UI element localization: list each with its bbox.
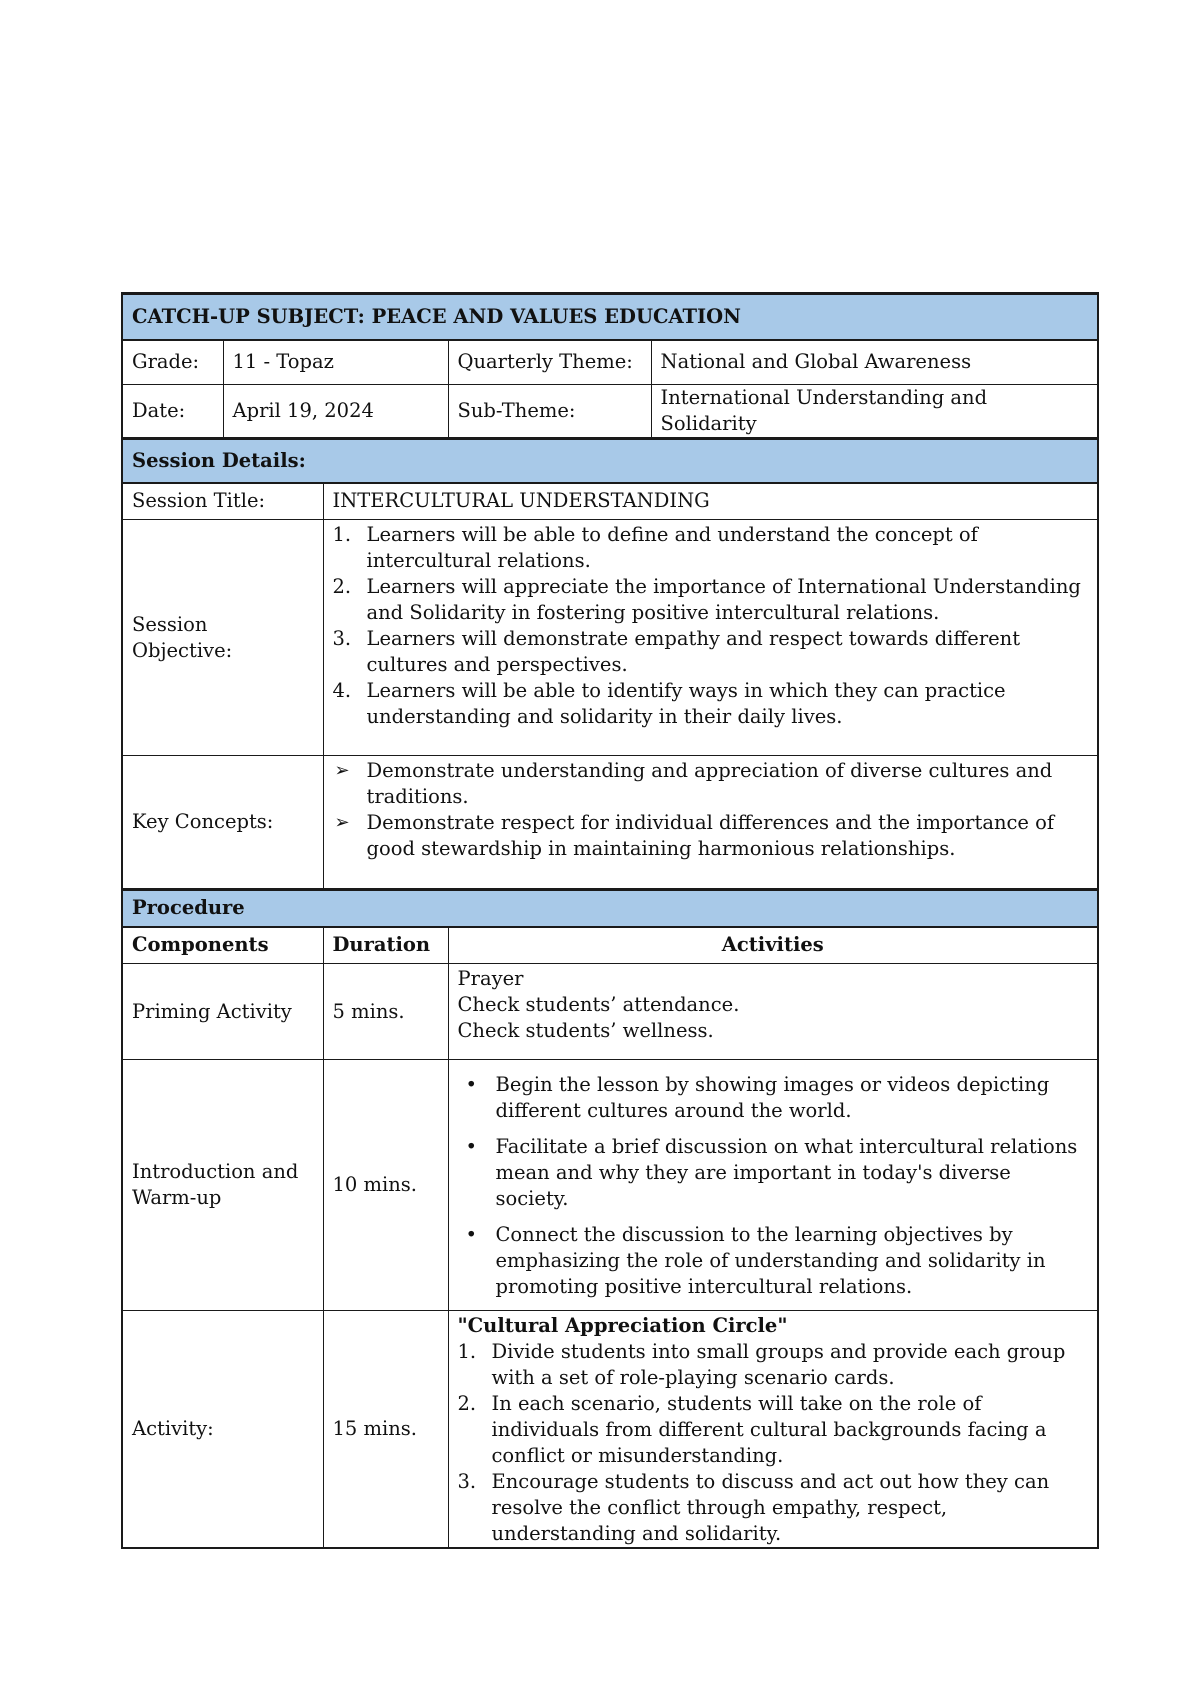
list-item xyxy=(333,574,1089,626)
activity-duration: 15 mins. xyxy=(323,1311,448,1549)
item-number: 2. xyxy=(332,575,352,598)
bullet-icon: • xyxy=(465,1073,478,1096)
procedure-header-row xyxy=(122,890,1098,927)
grade-label: Grade: xyxy=(122,340,223,385)
session-title-value: INTERCULTURAL UNDERSTANDING xyxy=(323,483,1098,520)
procedure-columns-row xyxy=(122,927,1098,964)
session-objective-label: Session Objective: xyxy=(122,520,323,756)
list-item xyxy=(333,522,1089,574)
col-activities: Activities xyxy=(448,927,1098,964)
list-item xyxy=(458,1391,1089,1469)
sub-theme-label: Sub-Theme: xyxy=(448,385,651,439)
date-label: Date: xyxy=(122,385,223,439)
priming-duration: 5 mins. xyxy=(323,964,448,1060)
grade-value: 11 - Topaz xyxy=(223,340,448,385)
item-text: Begin the lesson by showing images or videos depicting different cultures around the world. xyxy=(495,1073,1050,1122)
item-text: Learners will appreciate the importance of International Understanding and Solidarity in fostering positive intercultural relations. xyxy=(366,575,1081,624)
col-duration: Duration xyxy=(323,927,448,964)
activity-component: Activity: xyxy=(122,1311,323,1549)
list-item xyxy=(458,1339,1089,1391)
grade-row xyxy=(122,340,1098,385)
list-item xyxy=(333,810,1089,862)
item-text: Demonstrate respect for individual differences and the importance of good stewardship in maintaining harmonious relationships. xyxy=(366,811,1055,860)
item-number: 1. xyxy=(332,523,352,546)
arrow-bullet-icon: ➢ xyxy=(334,812,350,833)
session-details-header: Session Details: xyxy=(122,439,1098,483)
session-title-row xyxy=(122,483,1098,520)
session-header-row xyxy=(122,439,1098,483)
quarterly-theme-value: National and Global Awareness xyxy=(651,340,1098,385)
item-text: In each scenario, students will take on the role of individuals from different cultural backgrounds facing a conflict or misunderstanding. xyxy=(491,1392,1047,1467)
procedure-header: Procedure xyxy=(122,890,1098,927)
bullet-icon: • xyxy=(465,1135,478,1158)
priming-component: Priming Activity xyxy=(122,964,323,1060)
activity-line: Prayer xyxy=(457,967,524,990)
session-title-label: Session Title: xyxy=(122,483,323,520)
list-item xyxy=(333,626,1089,678)
item-text: Facilitate a brief discussion on what intercultural relations mean and why they are important in today's diverse society. xyxy=(495,1135,1078,1210)
item-text: Divide students into small groups and provide each group with a set of role-playing scenario cards. xyxy=(491,1340,1066,1389)
bullet-icon: • xyxy=(465,1223,478,1246)
activity-row xyxy=(122,1311,1098,1549)
activity-line: Check students’ wellness. xyxy=(457,1019,714,1042)
intro-activities xyxy=(448,1060,1098,1311)
session-objectives xyxy=(323,520,1098,756)
list-item xyxy=(458,1469,1089,1547)
priming-activities xyxy=(448,964,1098,1060)
subject-title: CATCH-UP SUBJECT: PEACE AND VALUES EDUCATION xyxy=(122,294,1098,340)
item-text: Demonstrate understanding and appreciation of diverse cultures and traditions. xyxy=(366,759,1053,808)
key-concepts xyxy=(323,756,1098,890)
activity-steps xyxy=(458,1339,1089,1547)
key-concepts-list xyxy=(333,758,1089,862)
sub-theme-value: International Understanding and Solidarity xyxy=(651,385,1098,439)
item-number: 2. xyxy=(457,1392,477,1415)
activity-line: Check students’ attendance. xyxy=(457,993,740,1016)
activity-details xyxy=(448,1311,1098,1549)
title-row xyxy=(122,294,1098,340)
key-concepts-label: Key Concepts: xyxy=(122,756,323,890)
intro-duration: 10 mins. xyxy=(323,1060,448,1311)
item-number: 3. xyxy=(457,1470,477,1493)
lesson-plan-table xyxy=(121,292,1099,1549)
list-item xyxy=(458,1222,1089,1300)
item-number: 3. xyxy=(332,627,352,650)
activity-title: "Cultural Appreciation Circle" xyxy=(457,1314,788,1337)
date-value: April 19, 2024 xyxy=(223,385,448,439)
item-text: Learners will be able to define and understand the concept of intercultural relations. xyxy=(366,523,978,572)
session-objective-row xyxy=(122,520,1098,756)
objectives-list xyxy=(333,522,1089,730)
item-text: Learners will demonstrate empathy and respect towards different cultures and perspectives. xyxy=(366,627,1021,676)
intro-row xyxy=(122,1060,1098,1311)
item-text: Learners will be able to identify ways in which they can practice understanding and solidarity in their daily lives. xyxy=(366,679,1006,728)
list-item xyxy=(333,758,1089,810)
date-row xyxy=(122,385,1098,439)
item-number: 1. xyxy=(457,1340,477,1363)
list-item xyxy=(333,678,1089,730)
item-text: Connect the discussion to the learning objectives by emphasizing the role of understanding and solidarity in promoting positive intercultural relations. xyxy=(495,1223,1046,1298)
intro-list xyxy=(458,1072,1089,1300)
list-item xyxy=(458,1072,1089,1124)
quarterly-theme-label: Quarterly Theme: xyxy=(448,340,651,385)
list-item xyxy=(458,1134,1089,1212)
arrow-bullet-icon: ➢ xyxy=(334,760,350,781)
item-text: Encourage students to discuss and act out how they can resolve the conflict through empathy, respect, understanding and solidarity. xyxy=(491,1470,1050,1545)
col-components: Components xyxy=(122,927,323,964)
intro-component: Introduction and Warm-up xyxy=(122,1060,323,1311)
key-concepts-row xyxy=(122,756,1098,890)
priming-row xyxy=(122,964,1098,1060)
item-number: 4. xyxy=(332,679,352,702)
